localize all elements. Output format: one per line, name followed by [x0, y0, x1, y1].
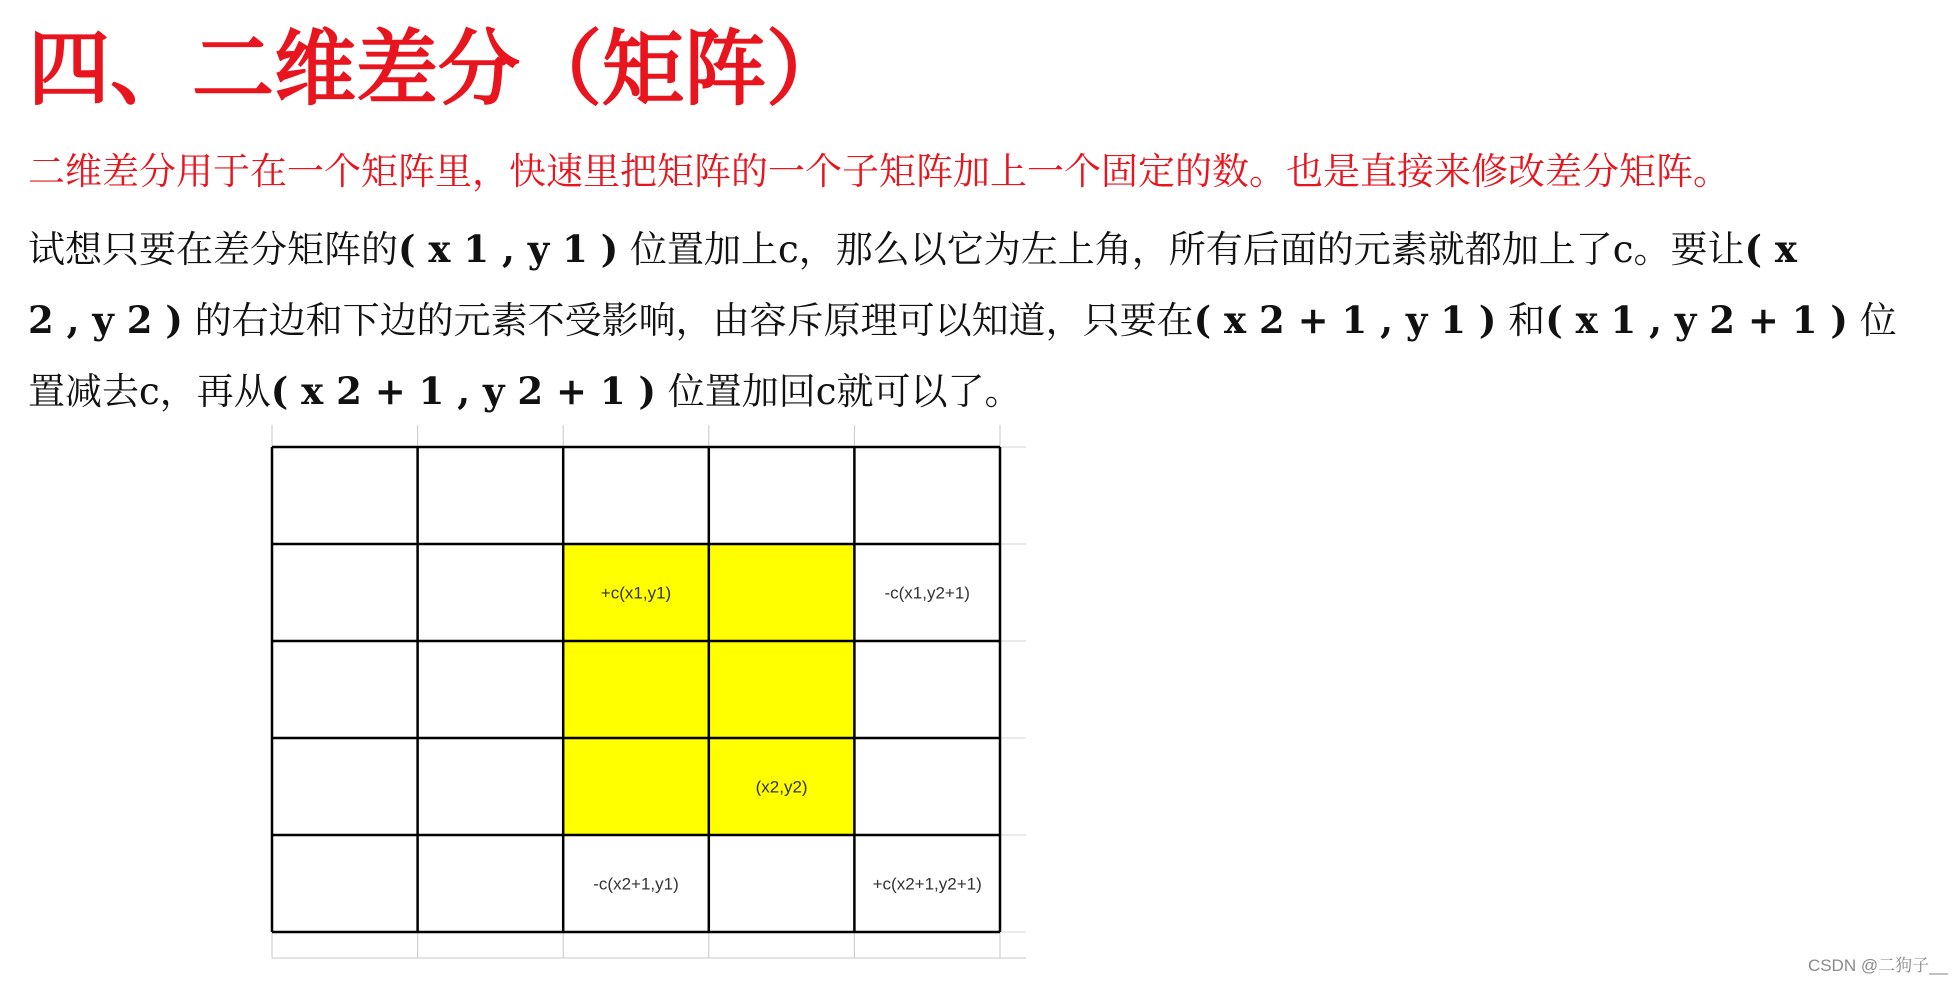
coord-x2-y2-start: ( x [1744, 227, 1797, 271]
coord-x2p1-y2p1: ( x 2 + 1 , y 2 + 1 ) [270, 369, 656, 413]
paragraph-line-2 [28, 285, 1897, 356]
highlighted-cell [563, 738, 709, 835]
coord-x1-y2p1: ( x 1 , y 2 + 1 ) [1545, 298, 1848, 342]
paragraph-line-3 [28, 356, 1828, 427]
difference-matrix-diagram [268, 425, 1028, 965]
highlighted-cell [563, 641, 709, 738]
text-segment: 位置加回c就可以了。 [655, 370, 1022, 413]
text-segment: 和 [1496, 299, 1546, 342]
cell-label: -c(x1,y2+1) [884, 583, 970, 603]
cell-label: -c(x2+1,y1) [593, 874, 679, 894]
cell-label: +c(x2+1,y2+1) [872, 874, 982, 894]
coord-x2p1-y1: ( x 2 + 1 , y 1 ) [1193, 298, 1497, 342]
coord-x1-y1: ( x 1 , y 1 ) [398, 227, 619, 271]
highlighted-cell [709, 544, 855, 641]
text-segment: 位 [1847, 299, 1897, 342]
highlighted-cell [709, 641, 855, 738]
matrix-grid [268, 425, 1028, 965]
text-segment: 的右边和下边的元素不受影响，由容斥原理可以知道，只要在 [182, 299, 1194, 342]
cell-label: +c(x1,y1) [600, 583, 672, 603]
explanation-paragraph [28, 214, 1897, 427]
paragraph-line-1 [28, 214, 1828, 285]
text-segment: 位置加上c，那么以它为左上角，所有后面的元素就都加上了c。要让 [618, 228, 1745, 271]
page-title: 四、二维差分（矩阵） [28, 21, 849, 117]
intro-text: 二维差分用于在一个矩阵里，快速里把矩阵的一个子矩阵加上一个固定的数。也是直接来修改差分矩阵。 [28, 150, 1730, 193]
watermark: CSDN @二狗子__ [1807, 956, 1948, 975]
cell-label: (x2,y2) [755, 777, 808, 797]
text-segment: 试想只要在差分矩阵的 [28, 228, 398, 271]
text-segment: 置减去c，再从 [28, 370, 271, 413]
coord-x2-y2-end: 2 , y 2 ) [28, 298, 183, 342]
